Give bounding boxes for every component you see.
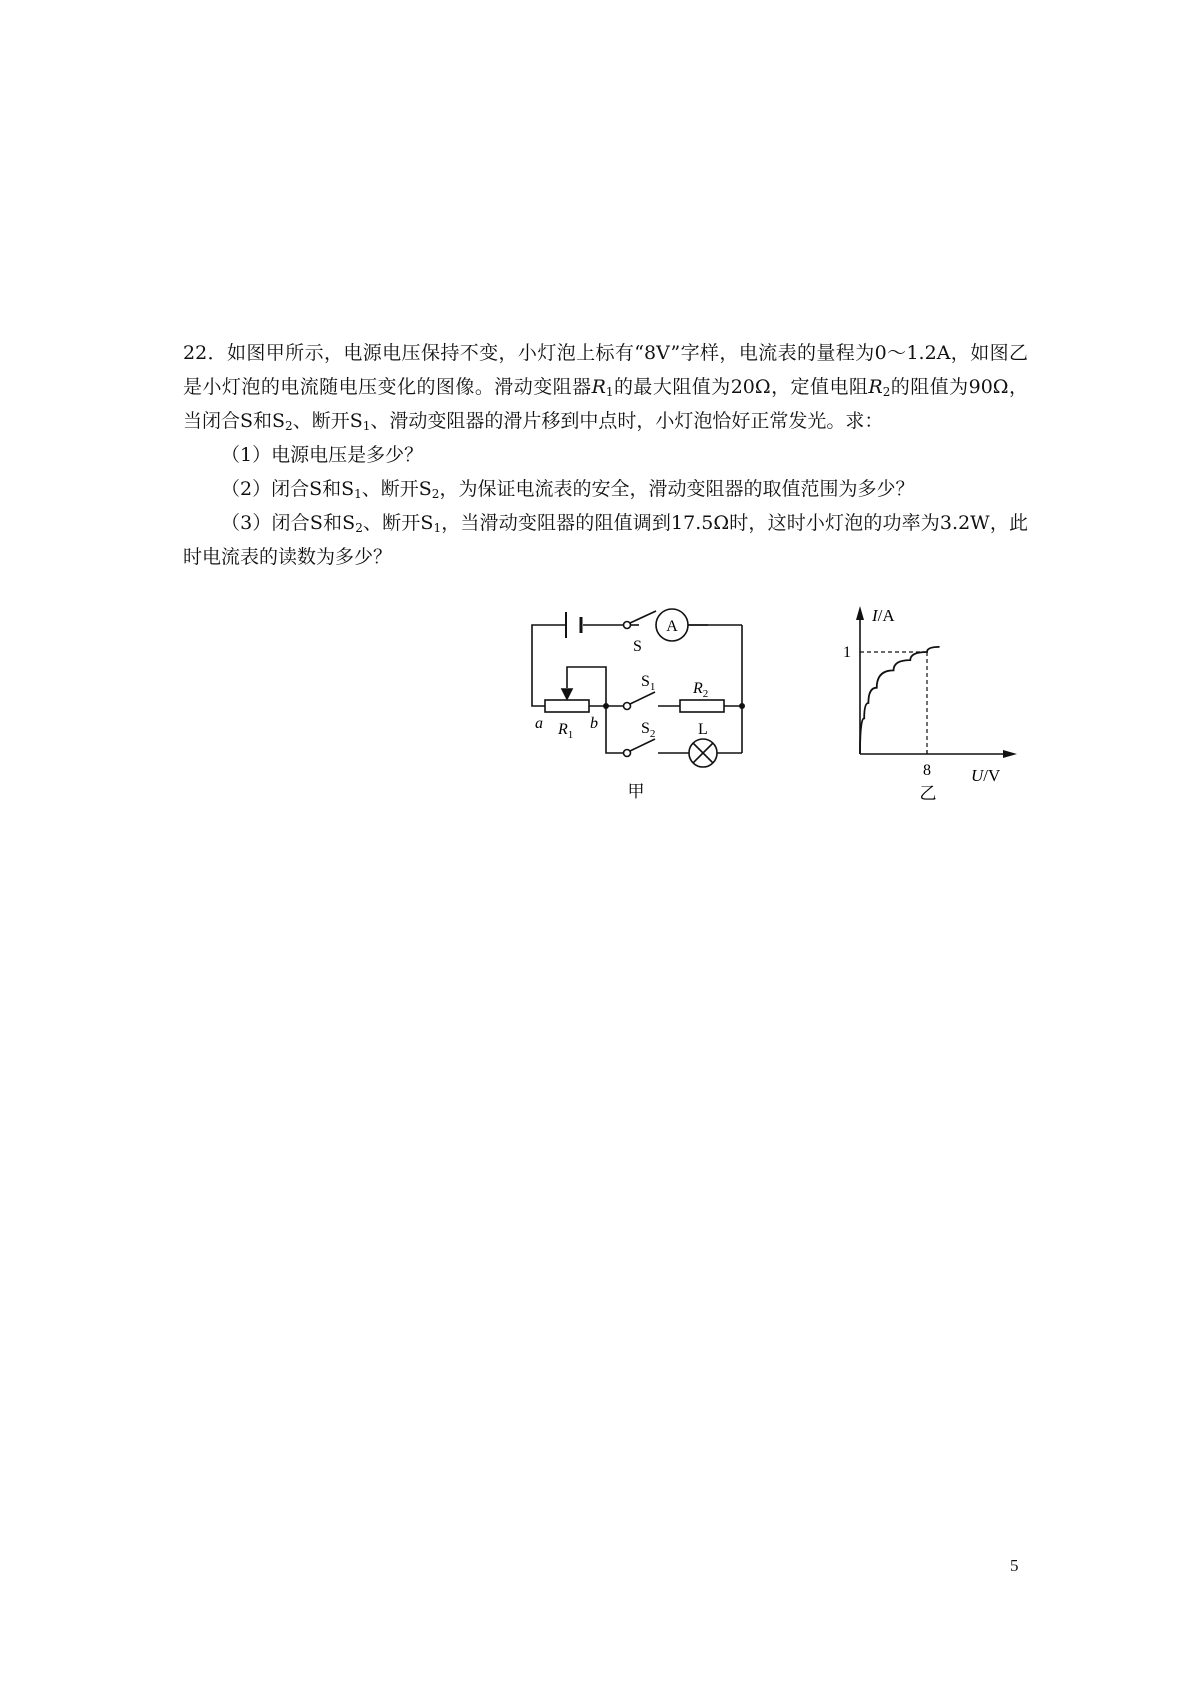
- label-s2: $S_2$: [641, 720, 656, 740]
- question-stem: 22．如图甲所示，电源电压保持不变，小灯泡上标有“8V”字样，电流表的量程为0～1.2A，如图乙是小灯泡的电流随电压变化的图像。滑动变阻器$R_1$的最大阻值为20Ω，定值电阻$R_2$的阻值为90Ω，当闭合S和$S_2$、断开$S_1$、滑动变阻器的滑片移到中点时，小灯泡恰好正常发光。求：: [183, 342, 1028, 433]
- junction-b: [603, 703, 609, 709]
- circuit-diagram: [520, 600, 760, 810]
- page-number: 5: [1010, 1556, 1019, 1575]
- wire-top: [532, 625, 566, 706]
- question-block: [183, 336, 1028, 574]
- x-axis-label: U/V: [971, 766, 1001, 785]
- label-switch-s: S: [633, 638, 642, 655]
- x-tick-label-8: 8: [923, 762, 931, 779]
- x-axis-arrow: [1003, 750, 1017, 758]
- resistor-r2: [680, 700, 724, 712]
- y-axis-arrow: [856, 606, 864, 620]
- y-tick-label-1: 1: [843, 644, 851, 661]
- label-end-a: a: [535, 715, 543, 732]
- label-end-b: b: [590, 715, 598, 732]
- y-axis-label: I/A: [872, 606, 895, 625]
- label-ammeter: A: [666, 618, 678, 635]
- iv-curve-series: [860, 647, 940, 754]
- rheostat-r1-body: [545, 700, 589, 712]
- switch-s1-pivot: [624, 703, 631, 710]
- label-lamp: L: [698, 721, 708, 738]
- junction-right: [739, 703, 745, 709]
- rheostat-slider-arrow: [562, 689, 572, 699]
- circuit-caption: 甲: [627, 782, 645, 801]
- label-r1: $R_1$: [558, 721, 574, 741]
- graph-caption: 乙: [919, 784, 937, 803]
- switch-s2-pivot: [624, 750, 631, 757]
- wire-s2-left: [606, 706, 624, 753]
- sub-question-2: （2）闭合S和$S_1$、断开$S_2$，为保证电流表的安全，滑动变阻器的取值范围为多少？: [221, 478, 915, 501]
- label-s1: $S_1$: [641, 673, 656, 693]
- sub-question-1: （1）电源电压是多少？: [221, 444, 424, 466]
- iv-graph: [830, 598, 1020, 808]
- switch-s-pivot: [624, 622, 631, 629]
- switch-s1-blade: [630, 692, 655, 704]
- sub-question-3: （3）闭合S和$S_2$、断开$S_1$，当滑动变阻器的阻值调到17.5Ω时，这时小灯泡的功率为3.2W，此时电流表的读数为多少？: [183, 512, 1028, 568]
- label-r2: $R_2$: [693, 680, 709, 700]
- switch-s-blade: [630, 611, 656, 623]
- switch-s2-blade: [630, 739, 655, 751]
